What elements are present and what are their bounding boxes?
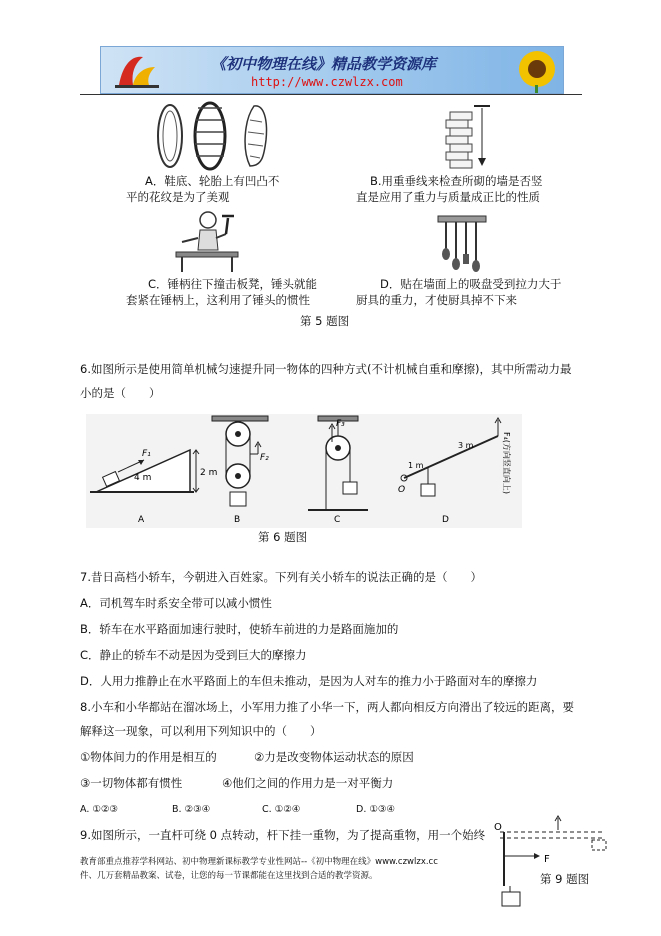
q6-b-force-label: F₂ — [260, 453, 269, 463]
q6-d-label: D — [442, 515, 449, 525]
q5-option-c-line2: 套紧在锤柄上，这利用了锤头的惯性 — [126, 293, 310, 307]
q6-d-1m-label: 1 m — [408, 461, 424, 470]
q6-c-force-label: F₃ — [336, 419, 345, 429]
q7-option-b: B．轿车在水平路面加速行驶时，使轿车前进的力是路面施加的 — [80, 622, 399, 636]
q7-option-c: C．静止的轿车不动是因为受到巨大的摩擦力 — [80, 648, 307, 662]
q6-a-height-label: 2 m — [200, 468, 218, 478]
q6-c-label: C — [334, 515, 341, 525]
q6-caption: 第 6 题图 — [258, 530, 308, 544]
q6-a-label: A — [138, 515, 145, 525]
banner-title: 《初中物理在线》精品教学资源库 — [211, 55, 437, 73]
logo-icon — [109, 51, 169, 89]
q5-caption: 第 5 题图 — [300, 314, 350, 328]
q6-a-force-label: F₁ — [142, 449, 151, 459]
q7-option-a: A．司机驾车时系安全带可以减小惯性 — [80, 596, 272, 610]
q6-d-3m-label: 3 m — [458, 441, 474, 450]
q5-option-a-line1: A．鞋底、轮胎上有凹凸不 — [145, 174, 280, 188]
sunflower-icon — [501, 47, 563, 93]
q5-figure-a-shoe-tire — [150, 100, 278, 174]
q5-option-d-line1: D．贴在墙面上的吸盘受到拉力大于 — [380, 277, 562, 291]
q8-statement-3: ③一切物体都有惯性 — [80, 776, 183, 790]
q6-stem-line2: 小的是（ ） — [80, 386, 161, 400]
q9-caption: 第 9 题图 — [540, 872, 590, 886]
q5-figure-b-plumb-wall — [420, 104, 500, 172]
q8-statement-2: ②力是改变物体运动状态的原因 — [254, 750, 414, 764]
q5-figure-d-suction-cup — [432, 210, 492, 274]
q6-stem-line1: 6.如图所示是使用简单机械匀速提升同一物体的四种方式(不计机械自重和摩擦)，其中所需动力最 — [80, 362, 572, 376]
banner-url[interactable]: http://www.czwlzx.com — [251, 75, 403, 89]
header-banner — [100, 46, 564, 94]
q6-d-force-label: F₄(方向竖直向上) — [502, 432, 511, 495]
q5-option-b-line2: 直是应用了重力与质量成正比的性质 — [356, 190, 540, 204]
q8-statement-1: ①物体间力的作用是相互的 — [80, 750, 217, 764]
q7-stem: 7.昔日高档小轿车，今朝进入百姓家。下列有关小轿车的说法正确的是（ ） — [80, 570, 482, 584]
header-rule — [80, 94, 582, 95]
q8-option-a: A. ①②③ — [80, 804, 118, 815]
footer-line2: 件、几万套精品教案、试卷，让您的每一节课都能在这里找到合适的教学资源。 — [80, 871, 378, 881]
q5-option-c-line1: C．锤柄往下撞击板凳，锤头就能 — [148, 277, 318, 291]
q5-option-d-line2: 厨具的重力，才使厨具掉不下来 — [356, 293, 517, 307]
q9-fig-o-label: O — [494, 822, 502, 833]
q6-a-length-label: 4 m — [134, 473, 152, 483]
footer-line1: 教育部重点推荐学科网站、初中物理新课标教学专业性网站--《初中物理在线》www.czwlzx.cc — [80, 857, 438, 867]
q8-option-c: C. ①②④ — [262, 804, 301, 815]
q8-stem-line1: 8.小车和小华都站在溜冰场上，小军用力推了小华一下，两人都向相反方向滑出了较远的距离，要 — [80, 700, 574, 714]
q8-stem-line2: 解释这一现象，可以利用下列知识中的（ ） — [80, 724, 322, 738]
q8-option-b: B. ②③④ — [172, 804, 211, 815]
q9-stem: 9.如图所示，一直杆可绕 0 点转动，杆下挂一重物，为了提高重物，用一个始终 — [80, 828, 486, 842]
q8-statement-4: ④他们之间的作用力是一对平衡力 — [222, 776, 394, 790]
q8-option-d: D. ①③④ — [356, 804, 395, 815]
q7-option-d: D．人用力推静止在水平路面上的车但未推动，是因为人对车的推力小于路面对车的摩擦力 — [80, 674, 538, 688]
q6-b-label: B — [234, 515, 241, 525]
q5-figure-c-hammer-bench — [172, 208, 242, 274]
q5-option-b-line1: B.用重垂线来检查所砌的墙是否竖 — [370, 174, 543, 188]
q6-figure — [86, 414, 522, 528]
q9-fig-f-label: F — [544, 854, 550, 865]
q5-option-a-line2: 平的花纹是为了美观 — [126, 190, 230, 204]
q6-d-o-label: O — [398, 485, 406, 495]
